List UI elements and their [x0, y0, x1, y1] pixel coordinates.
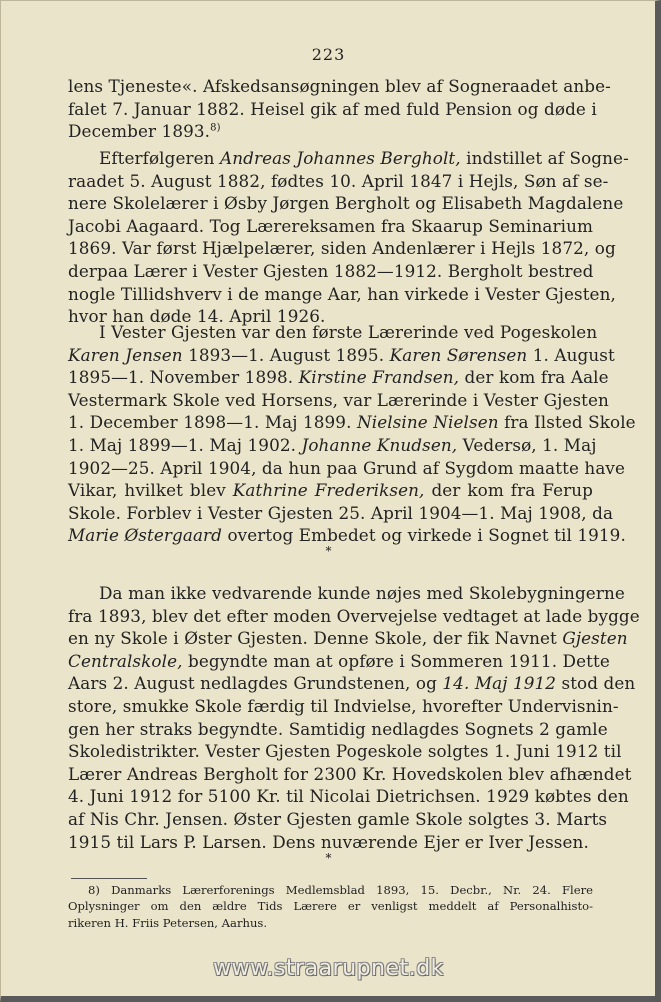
watermark: www.straarupnet.dk [213, 956, 444, 981]
text-line: 1. December 1898—1. Maj 1899. Nielsine Nielsen fra Ilsted Skole [68, 412, 636, 433]
text-line: nere Skolelærer i Øsby Jørgen Bergholt og Elisabeth Magdalene [68, 193, 624, 214]
text-line: 1902—25. April 1904, da hun paa Grund af Sygdom maatte have [68, 457, 626, 478]
footnote-ref: 8) [210, 122, 221, 134]
person-name: Andreas Johannes Bergholt, [220, 148, 461, 168]
text-line: gen her straks begyndte. Samtidig nedlagdes Sognets 2 gamle [68, 718, 608, 739]
person-name: Karen Sørensen [389, 344, 528, 365]
person-name: Johanne Knudsen, [301, 434, 458, 455]
text-line: 1895—1. November 1898. Kirstine Frandsen, der kom fra Aale [68, 367, 609, 388]
paragraph-3 [68, 321, 636, 547]
person-name: Nielsine Nielsen [356, 412, 499, 433]
text-line: hvor han døde 14. April 1926. [68, 306, 326, 327]
text-line: Jacobi Aagaard. Tog Lærereksamen fra Skaarup Seminarium [68, 215, 593, 236]
person-name: Kirstine Frandsen, [298, 367, 460, 388]
text-line: Vikar, hvilket blev Kathrine Frederiksen, der kom fra Ferup [68, 480, 594, 501]
text-line: 1. Maj 1899—1. Maj 1902. Johanne Knudsen, Vedersø, 1. Maj [68, 434, 597, 455]
text-line: 1915 til Lars P. Larsen. Dens nuværende Ejer er Iver Jessen. [68, 831, 589, 852]
footnote-line: 8) Danmarks Lærerforenings Medlemsblad 1893, 15. Decbr., Nr. 24. Flere [88, 883, 593, 897]
text-line: lens Tjeneste«. Afskedsansøgningen blev af Sogneraadet anbe- [68, 76, 611, 96]
text-line: Lærer Andreas Bergholt for 2300 Kr. Hovedskolen blev afhændet [68, 763, 632, 784]
page-number: 223 [311, 45, 346, 64]
section-separator: * [325, 544, 332, 558]
date-emphasis: 14. Maj 1912 [442, 673, 557, 694]
footnote-line: Oplysninger om den ældre Tids Lærere er venligst meddelt af Personalhisto- [68, 899, 593, 914]
text-line: raadet 5. August 1882, fødtes 10. April 1847 i Hejls, Søn af se- [68, 170, 609, 191]
person-name: Marie Østergaard [68, 525, 223, 546]
footnote-line: rikeren H. Friis Petersen, Aarhus. [68, 915, 268, 930]
person-name: Karen Jensen [68, 344, 183, 365]
text-line: store, smukke Skole færdig til Indvielse, hvorefter Undervisnin- [68, 695, 619, 716]
paragraph-4 [68, 582, 640, 853]
text-line: Efterfølgeren Andreas Johannes Bergholt, indstillet af Sogne- [99, 148, 629, 168]
text-line: 4. Juni 1912 for 5100 Kr. til Nicolai Dietrichsen. 1929 købtes den [68, 786, 629, 807]
text-line: nogle Tillidshverv i de mange Aar, han virkede i Vester Gjesten, [68, 283, 616, 304]
school-name: Centralskole, [68, 650, 183, 671]
person-name: Kathrine Frederiksen, [232, 480, 425, 501]
text-line: derpaa Lærer i Vester Gjesten 1882—1912. Bergholt bestred [68, 260, 594, 281]
text-line: Da man ikke vedvarende kunde nøjes med Skolebygningerne [99, 583, 625, 603]
text-line: falet 7. Januar 1882. Heisel gik af med fuld Pension og døde i [68, 98, 597, 119]
text-line: Marie Østergaard overtog Embedet og virkede i Sognet til 1919. [68, 525, 626, 546]
text-line: Centralskole, begyndte man at opføre i Sommeren 1911. Dette [68, 650, 610, 671]
text-line: af Nis Chr. Jensen. Øster Gjesten gamle Skole solgtes 3. Marts [68, 808, 608, 829]
text-line: en ny Skole i Øster Gjesten. Denne Skole, der fik Navnet Gjesten [68, 628, 628, 649]
text-line: Skole. Forblev i Vester Gjesten 25. April 1904—1. Maj 1908, da [68, 502, 614, 523]
text-line: Karen Jensen 1893—1. August 1895. Karen Sørensen 1. August [68, 344, 615, 365]
text-line: Vestermark Skole ved Horsens, var Lærerinde i Vester Gjesten [68, 389, 609, 410]
text-line: fra 1893, blev det efter moden Overvejelse vedtaget at lade bygge [68, 605, 640, 626]
text-line: Skoledistrikter. Vester Gjesten Pogeskole solgtes 1. Juni 1912 til [68, 741, 622, 762]
text-line: 1869. Var først Hjælpelærer, siden Andenlærer i Hejls 1872, og [68, 238, 616, 259]
text-line: Aars 2. August nedlagdes Grundstenen, og 14. Maj 1912 stod den [68, 673, 636, 694]
paragraph-2 [68, 147, 629, 328]
paragraph-1 [68, 75, 611, 143]
school-name: Gjesten [562, 628, 628, 649]
section-separator: * [325, 851, 332, 865]
footnote-divider [71, 878, 147, 879]
text-line: December 1893.$^{8)}$ [68, 121, 221, 142]
footnote [68, 882, 593, 931]
text-line: I Vester Gjesten var den første Lærerinde ved Pogeskolen [99, 322, 598, 342]
